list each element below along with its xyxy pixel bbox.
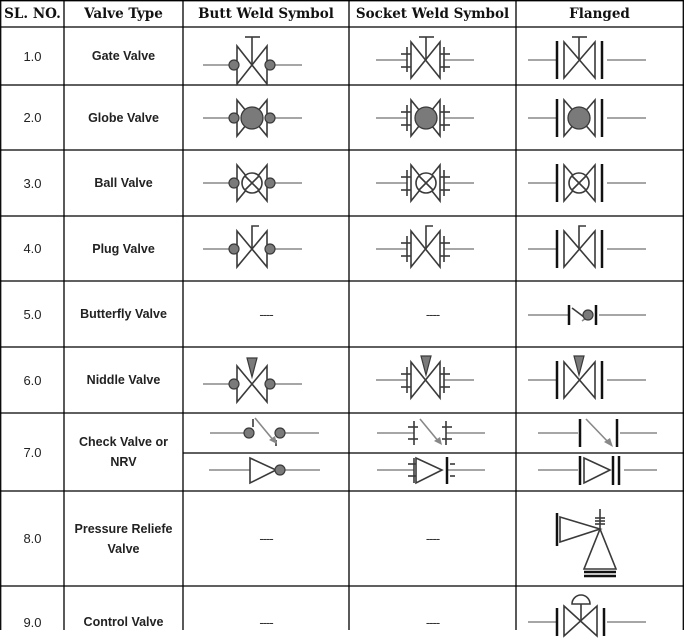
needle-valve-socket-weld-icon <box>349 347 516 413</box>
swing-check-valve-butt-weld-icon <box>183 413 349 453</box>
row-number: 5.0 <box>23 306 42 322</box>
pressure-relief-valve-flanged-icon <box>516 491 683 586</box>
header-butt-weld: Butt Weld Symbol <box>198 6 334 22</box>
header-socket-weld: Socket Weld Symbol <box>355 6 510 22</box>
ball-valve-socket-weld-icon <box>349 150 516 216</box>
row-number: 2.0 <box>23 110 42 125</box>
valve-name: Control Valve <box>83 615 164 629</box>
plug-valve-butt-weld-icon <box>183 216 349 281</box>
check-valve-flanged-icon <box>516 453 683 491</box>
gate-valve-socket-weld-icon <box>349 27 516 85</box>
valve-name: Globe Valve <box>88 110 159 125</box>
row-number: 8.0 <box>23 531 42 546</box>
butterfly-valve-flanged-icon <box>516 281 683 347</box>
globe-valve-flanged-icon <box>516 85 683 150</box>
header-flanged: Flanged <box>569 6 630 22</box>
check-valve-butt-weld-icon <box>183 453 349 491</box>
row-number: 6.0 <box>23 372 42 388</box>
swing-check-valve-socket-weld-icon <box>349 413 516 453</box>
not-applicable-dash: ---- <box>259 614 273 630</box>
row-number: 7.0 <box>23 444 42 460</box>
not-applicable-dash: ---- <box>425 306 440 322</box>
header-valve-type: Valve Type <box>84 6 163 22</box>
not-applicable-dash: ---- <box>259 531 273 546</box>
control-valve-flanged-icon <box>516 586 683 630</box>
valve-name: Pressure Reliefe Valve <box>74 521 173 556</box>
valve-name: Gate Valve <box>91 49 156 63</box>
row-number: 3.0 <box>23 175 42 191</box>
ball-valve-butt-weld-icon <box>183 150 349 216</box>
swing-check-valve-flanged-icon <box>516 413 683 453</box>
needle-valve-butt-weld-icon <box>183 347 349 413</box>
row-number: 9.0 <box>23 614 42 630</box>
valve-name: Check Valve or NRV <box>79 435 168 469</box>
valve-name: Plug Valve <box>92 241 155 256</box>
globe-valve-butt-weld-icon <box>183 85 349 150</box>
row-number: 1.0 <box>23 48 42 64</box>
valve-name: Ball Valve <box>94 176 153 190</box>
needle-valve-flanged-icon <box>516 347 683 413</box>
not-applicable-dash: ---- <box>425 614 440 630</box>
plug-valve-flanged-icon <box>516 216 683 281</box>
check-valve-socket-weld-icon <box>349 453 516 491</box>
valve-name: Butterfly Valve <box>80 307 167 321</box>
not-applicable-dash: ---- <box>259 306 273 322</box>
valve-name: Niddle Valve <box>86 373 161 387</box>
not-applicable-dash: ---- <box>425 531 440 546</box>
gate-valve-butt-weld-icon <box>183 27 349 85</box>
header-sl-no: SL. NO. <box>4 6 61 22</box>
ball-valve-flanged-icon <box>516 150 683 216</box>
globe-valve-socket-weld-icon <box>349 85 516 150</box>
plug-valve-socket-weld-icon <box>349 216 516 281</box>
gate-valve-flanged-icon <box>516 27 683 85</box>
row-number: 4.0 <box>23 241 42 256</box>
